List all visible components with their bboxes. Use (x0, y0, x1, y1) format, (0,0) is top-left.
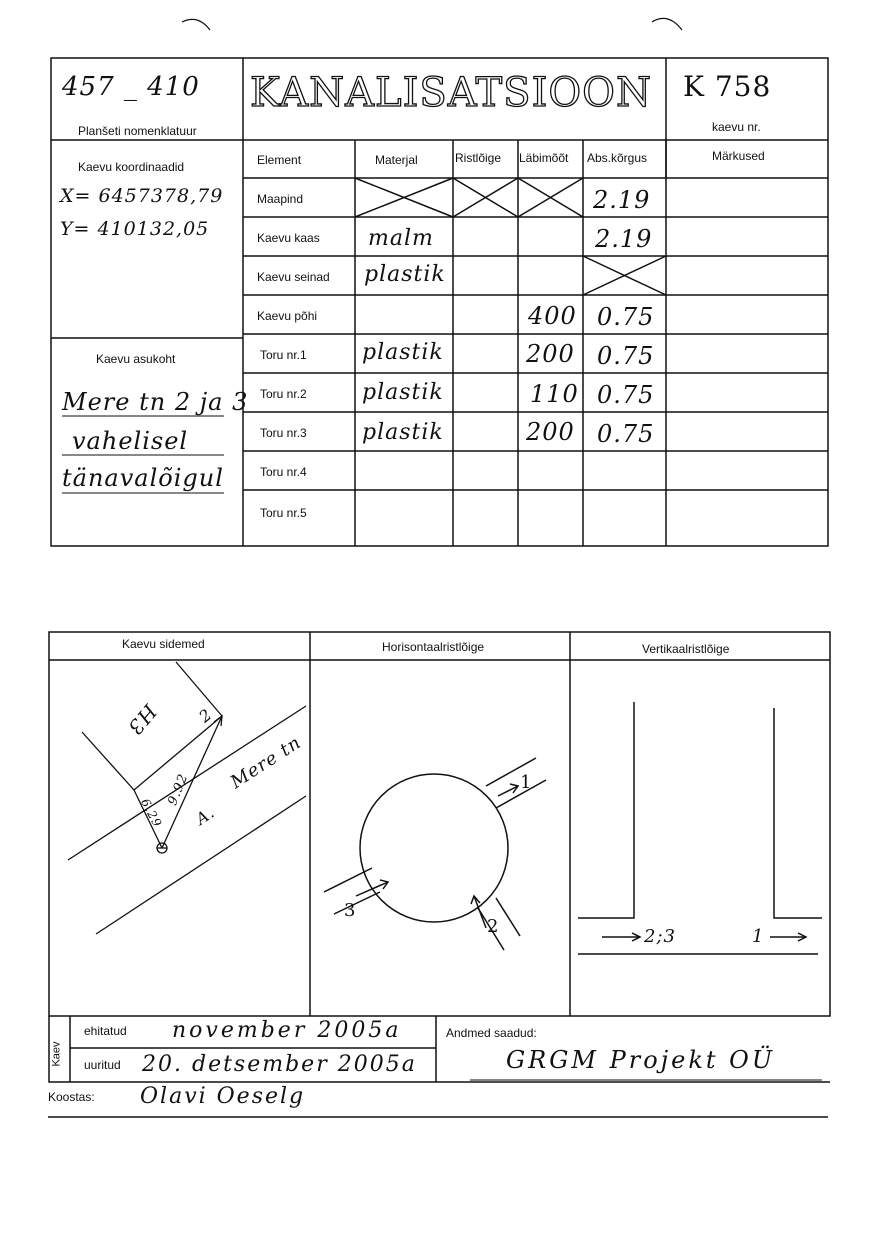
data-source-label: Andmed saadud: (446, 1026, 537, 1040)
row-label: Kaevu põhi (257, 309, 318, 323)
row-label: Toru nr.2 (260, 387, 307, 401)
row-label: Kaevu seinad (257, 270, 330, 284)
cell-diameter: 110 (530, 380, 579, 408)
row-label: Maapind (257, 192, 304, 206)
row-label: Toru nr.4 (260, 465, 307, 479)
page-title: KANALISATSIOON (250, 70, 652, 116)
cell-abs-height: 2.19 (595, 225, 653, 253)
inflow-label: 2;3 (644, 926, 676, 947)
coordinate-x: X= 6457378,79 (60, 185, 224, 207)
cell-abs-height: 0.75 (597, 303, 655, 331)
table-header-notes: Märkused (712, 149, 765, 163)
ties-distance-1: 9.92 (165, 771, 192, 808)
cell-material: plastik (362, 340, 444, 365)
built-value: november 2005a (172, 1018, 402, 1043)
ties-street-number: H3 (122, 699, 162, 741)
cell-diameter: 200 (526, 340, 575, 368)
cell-material: plastik (364, 262, 446, 287)
row-label: Toru nr.5 (260, 506, 307, 520)
nomenclature-label: Planšeti nomenklatuur (78, 124, 197, 138)
well-side-label: Kaev (50, 1041, 63, 1067)
data-source-value: GRGM Projekt OÜ (506, 1046, 776, 1074)
ties-house-number: 2 (195, 704, 216, 727)
built-label: ehitatud (84, 1024, 127, 1038)
cell-material: plastik (362, 380, 444, 405)
table-header-abs-height: Abs.kõrgus (587, 151, 648, 165)
ties-label: Kaevu sidemed (122, 637, 205, 651)
compiled-by-value: Olavi Oeselg (140, 1084, 306, 1109)
coordinate-y: Y= 410132,05 (60, 218, 210, 240)
ties-point-a: A. (192, 802, 219, 829)
cell-abs-height: 2.19 (593, 186, 651, 214)
cell-abs-height: 0.75 (597, 420, 655, 448)
surveyed-value: 20. detsember 2005a (142, 1052, 417, 1077)
table-header-element: Element (257, 153, 302, 167)
table-header-material: Materjal (375, 153, 418, 167)
coordinates-label: Kaevu koordinaadid (78, 160, 185, 174)
row-label: Kaevu kaas (257, 231, 320, 245)
compiled-by-label: Koostas: (48, 1090, 95, 1104)
ties-distance-2: 6.29 (137, 796, 165, 830)
horizontal-section-label: Horisontaalristlõige (382, 640, 485, 654)
location-line-3: tänavalõigul (62, 464, 224, 492)
cell-diameter: 400 (528, 302, 577, 330)
pipe-3-label: 3 (344, 900, 357, 921)
location-label: Kaevu asukoht (96, 352, 176, 366)
cell-material: malm (368, 226, 434, 251)
cell-material: plastik (362, 420, 444, 445)
cell-diameter: 200 (526, 418, 575, 446)
nomenclature-value: 457 _ 410 (62, 72, 200, 102)
location-line-2: vahelisel (72, 427, 189, 455)
cell-abs-height: 0.75 (597, 381, 655, 409)
pipe-1-label: 1 (520, 772, 533, 793)
cell-abs-height: 0.75 (597, 342, 655, 370)
row-label: Toru nr.3 (260, 426, 307, 440)
outflow-label: 1 (752, 926, 765, 947)
table-header-section: Ristlõige (455, 151, 502, 165)
vertical-section-label: Vertikaalristlõige (642, 642, 730, 656)
location-line-1: Mere tn 2 ja 3 (62, 388, 249, 416)
table-header-diameter: Läbimõõt (519, 151, 569, 165)
pipe-2-label: 2 (487, 916, 500, 937)
well-number-value: K 758 (683, 70, 772, 103)
row-label: Toru nr.1 (260, 348, 307, 362)
well-number-label: kaevu nr. (712, 120, 761, 134)
ties-street-name: Mere tn (226, 731, 306, 794)
surveyed-label: uuritud (84, 1058, 121, 1072)
